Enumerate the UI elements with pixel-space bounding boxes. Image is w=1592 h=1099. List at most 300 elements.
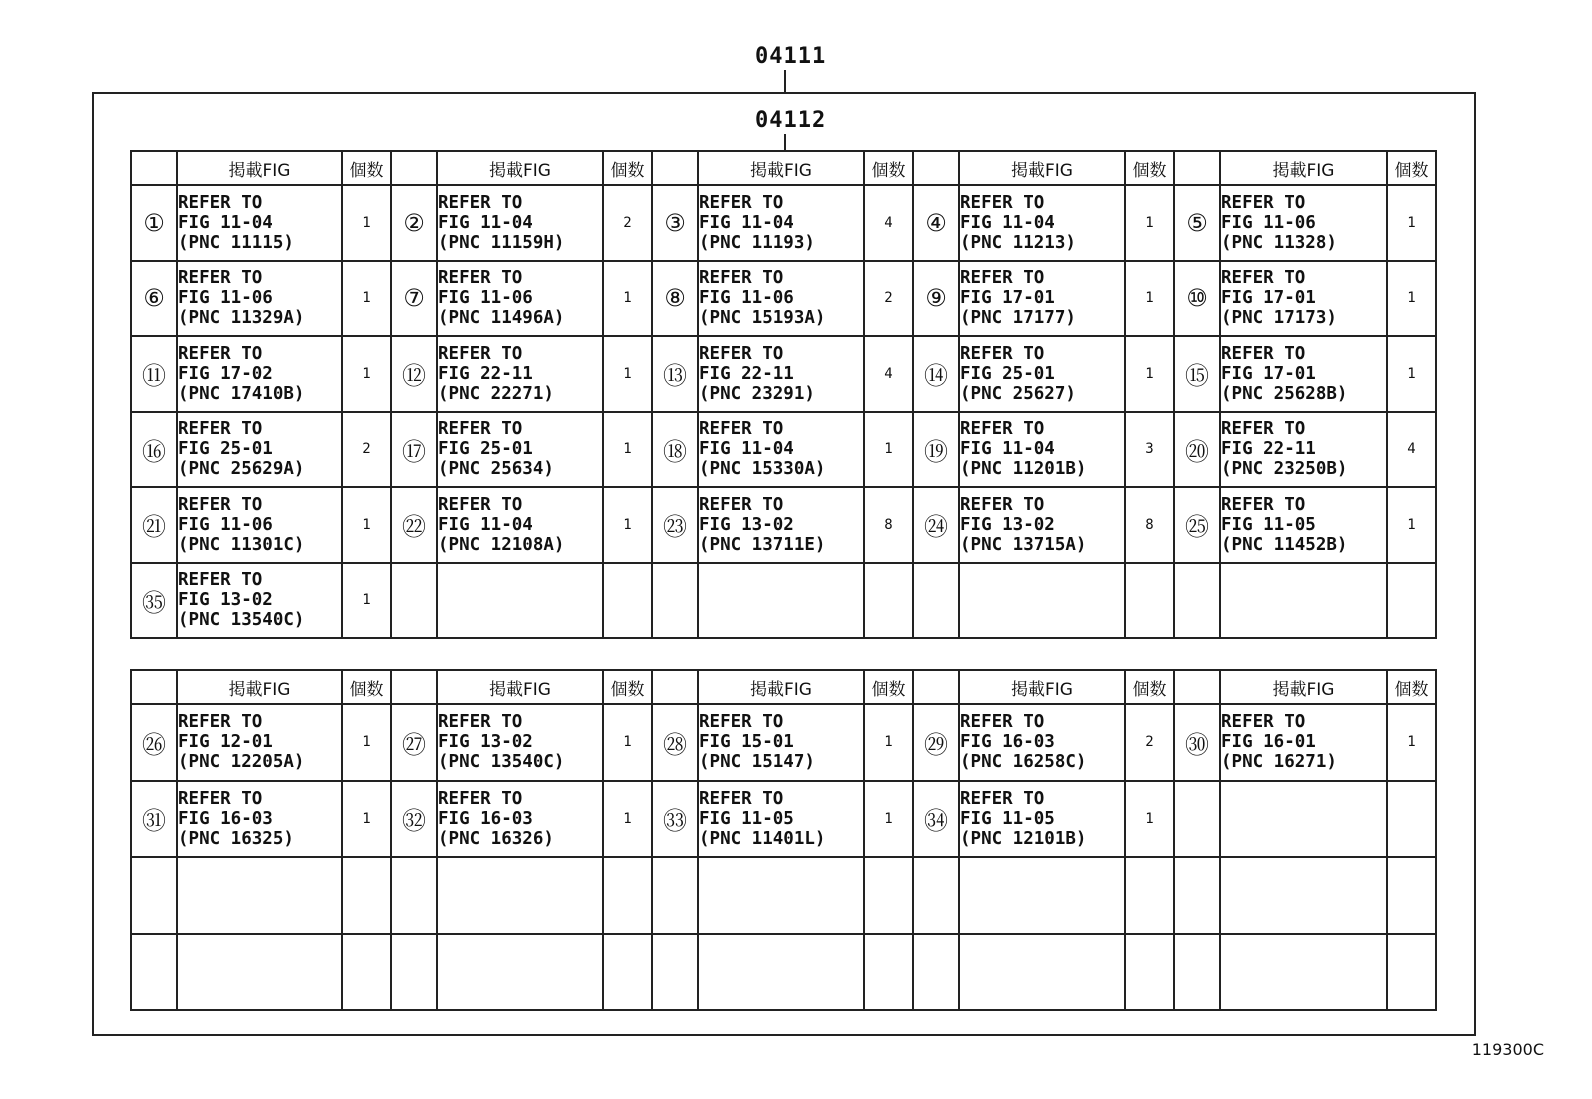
reference-line: FIG 11-04 (699, 439, 794, 460)
quantity: 4 (1387, 412, 1436, 488)
callout-number: ⑬ (652, 336, 698, 412)
quantity: 1 (1387, 336, 1436, 412)
header-fig: 掲載FIG (177, 670, 342, 704)
reference-line (1221, 829, 1386, 849)
header-blank (131, 670, 177, 704)
reference-line (438, 865, 602, 885)
figure-reference (698, 412, 864, 488)
header-blank (652, 670, 698, 704)
callout-number (131, 934, 177, 1011)
reference-line (438, 942, 602, 962)
callout-number: ⑳ (1174, 412, 1220, 488)
figure-reference (1220, 704, 1387, 781)
header-qty: 個数 (1125, 151, 1174, 185)
figure-reference (437, 857, 603, 934)
reference-line: FIG 11-06 (438, 288, 533, 309)
callout-number: ③ (652, 185, 698, 261)
reference-line: REFER TO (178, 192, 263, 213)
figure-reference (437, 781, 603, 858)
reference-line: REFER TO (699, 343, 784, 364)
header-qty: 個数 (864, 670, 913, 704)
table-row (131, 336, 1436, 412)
callout-number: ㉒ (391, 487, 437, 563)
reference-line: (PNC 11201B) (960, 459, 1087, 480)
quantity: 1 (603, 336, 652, 412)
callout-number: ④ (913, 185, 959, 261)
reference-line: (PNC 13711E) (699, 534, 826, 555)
header-blank (1174, 151, 1220, 185)
figure-reference (1220, 563, 1387, 639)
reference-line: REFER TO (1221, 192, 1306, 213)
header-qty: 個数 (603, 670, 652, 704)
callout-number: ⑥ (131, 261, 177, 337)
leader-line-04112 (784, 134, 786, 150)
quantity: 1 (864, 412, 913, 488)
callout-number (652, 857, 698, 934)
reference-line: (PNC 13715A) (960, 534, 1087, 555)
reference-line: REFER TO (1221, 419, 1306, 440)
quantity: 1 (1125, 336, 1174, 412)
quantity: 2 (864, 261, 913, 337)
reference-line (699, 982, 863, 1002)
reference-line (438, 590, 602, 610)
callout-number: ⑦ (391, 261, 437, 337)
reference-line: FIG 12-01 (178, 732, 273, 753)
reference-line: FIG 22-11 (699, 363, 794, 384)
quantity (1125, 934, 1174, 1011)
header-fig: 掲載FIG (437, 670, 603, 704)
figure-reference (437, 412, 603, 488)
reference-line: FIG 17-02 (178, 363, 273, 384)
callout-number: ㉟ (131, 563, 177, 639)
figure-reference (177, 857, 342, 934)
callout-number (391, 563, 437, 639)
callout-number: ⑱ (652, 412, 698, 488)
reference-line (1221, 885, 1386, 905)
reference-line: FIG 17-01 (1221, 363, 1316, 384)
figure-reference (698, 185, 864, 261)
reference-line: (PNC 22271) (438, 383, 554, 404)
figure-reference (1220, 934, 1387, 1011)
reference-line: FIG 13-02 (960, 514, 1055, 535)
reference-line: (PNC 25627) (960, 383, 1076, 404)
figure-reference (1220, 857, 1387, 934)
callout-number: ㉚ (1174, 704, 1220, 781)
reference-line: FIG 11-06 (178, 288, 273, 309)
table-row (131, 185, 1436, 261)
callout-number: ⑨ (913, 261, 959, 337)
callout-number (1174, 857, 1220, 934)
quantity: 1 (1387, 185, 1436, 261)
reference-line: FIG 22-11 (1221, 439, 1316, 460)
reference-line (438, 610, 602, 630)
figure-reference (959, 563, 1125, 639)
quantity: 2 (342, 412, 391, 488)
quantity: 4 (864, 185, 913, 261)
callout-number: ㉞ (913, 781, 959, 858)
reference-line: REFER TO (699, 712, 784, 733)
figure-reference (698, 336, 864, 412)
reference-line (1221, 905, 1386, 925)
reference-line: (PNC 25634) (438, 459, 554, 480)
reference-line: (PNC 17173) (1221, 308, 1337, 329)
figure-reference (698, 934, 864, 1011)
reference-line (960, 962, 1124, 982)
reference-line: (PNC 11401L) (699, 828, 826, 849)
reference-line: (PNC 13540C) (438, 752, 565, 773)
reference-line: FIG 22-11 (438, 363, 533, 384)
quantity (1387, 934, 1436, 1011)
figure-reference (177, 781, 342, 858)
reference-line: REFER TO (699, 268, 784, 289)
reference-line: REFER TO (178, 419, 263, 440)
reference-line: REFER TO (1221, 712, 1306, 733)
reference-line (699, 610, 863, 630)
reference-line (960, 905, 1124, 925)
reference-line: (PNC 15147) (699, 752, 815, 773)
quantity (1125, 563, 1174, 639)
leader-line-04111 (784, 70, 786, 92)
reference-line: FIG 11-04 (438, 514, 533, 535)
callout-number (1174, 934, 1220, 1011)
callout-number (913, 857, 959, 934)
reference-line: REFER TO (438, 494, 523, 515)
callout-number: ㉛ (131, 781, 177, 858)
reference-line: (PNC 13540C) (178, 610, 305, 631)
reference-line (960, 570, 1124, 590)
reference-line: (PNC 16325) (178, 828, 294, 849)
reference-line: FIG 17-01 (1221, 288, 1316, 309)
figure-reference (177, 412, 342, 488)
quantity (603, 857, 652, 934)
reference-line: REFER TO (1221, 343, 1306, 364)
reference-line: FIG 17-01 (960, 288, 1055, 309)
reference-line: (PNC 12108A) (438, 534, 565, 555)
figure-reference (177, 487, 342, 563)
reference-line (960, 942, 1124, 962)
quantity (864, 934, 913, 1011)
reference-line (699, 885, 863, 905)
callout-number: ② (391, 185, 437, 261)
drawing-code: 119300C (1471, 1040, 1544, 1059)
callout-number: ㉘ (652, 704, 698, 781)
table-row (131, 857, 1436, 934)
callout-number: ㉖ (131, 704, 177, 781)
reference-line (178, 885, 341, 905)
header-row (131, 670, 1436, 704)
quantity: 2 (603, 185, 652, 261)
header-blank (1174, 670, 1220, 704)
reference-line: REFER TO (438, 192, 523, 213)
reference-line: REFER TO (178, 343, 263, 364)
quantity (342, 934, 391, 1011)
reference-line: REFER TO (438, 268, 523, 289)
assembly-label-04112: 04112 (755, 108, 827, 133)
reference-line: (PNC 11496A) (438, 308, 565, 329)
figure-reference (437, 704, 603, 781)
reference-line (1221, 809, 1386, 829)
reference-line (699, 905, 863, 925)
figure-reference (437, 934, 603, 1011)
quantity (864, 857, 913, 934)
quantity: 4 (864, 336, 913, 412)
reference-line: (PNC 15193A) (699, 308, 826, 329)
reference-line (699, 962, 863, 982)
quantity: 1 (1125, 781, 1174, 858)
figure-reference (1220, 781, 1387, 858)
reference-line (438, 962, 602, 982)
callout-number: ㉓ (652, 487, 698, 563)
reference-line: REFER TO (1221, 268, 1306, 289)
quantity (1387, 857, 1436, 934)
reference-line: FIG 11-05 (960, 808, 1055, 829)
reference-line: FIG 16-01 (1221, 732, 1316, 753)
reference-line: FIG 13-02 (699, 514, 794, 535)
reference-line: FIG 11-05 (1221, 514, 1316, 535)
figure-reference (177, 704, 342, 781)
header-qty: 個数 (1387, 670, 1436, 704)
callout-number: ⑫ (391, 336, 437, 412)
reference-line: (PNC 25629A) (178, 459, 305, 480)
callout-number: ㉑ (131, 487, 177, 563)
reference-line (438, 570, 602, 590)
callout-number: ㉜ (391, 781, 437, 858)
header-qty: 個数 (342, 670, 391, 704)
figure-reference (698, 781, 864, 858)
reference-line: (PNC 17410B) (178, 383, 305, 404)
callout-number: ⑤ (1174, 185, 1220, 261)
reference-line: REFER TO (438, 419, 523, 440)
figure-reference (959, 781, 1125, 858)
reference-line: (PNC 12205A) (178, 752, 305, 773)
reference-line: FIG 11-04 (960, 439, 1055, 460)
header-blank (391, 670, 437, 704)
reference-line: FIG 25-01 (178, 439, 273, 460)
header-blank (391, 151, 437, 185)
quantity: 1 (1387, 261, 1436, 337)
reference-line (1221, 865, 1386, 885)
quantity: 1 (342, 261, 391, 337)
reference-line: REFER TO (438, 343, 523, 364)
reference-line: (PNC 16326) (438, 828, 554, 849)
reference-line: (PNC 16258C) (960, 752, 1087, 773)
quantity: 1 (1125, 261, 1174, 337)
figure-reference (1220, 412, 1387, 488)
reference-line: REFER TO (178, 712, 263, 733)
callout-number: ① (131, 185, 177, 261)
quantity: 1 (603, 412, 652, 488)
reference-line: (PNC 11159H) (438, 232, 565, 253)
reference-line (960, 610, 1124, 630)
reference-line: (PNC 11193) (699, 232, 815, 253)
header-blank (913, 151, 959, 185)
callout-number: ⑧ (652, 261, 698, 337)
reference-line: FIG 15-01 (699, 732, 794, 753)
reference-line (960, 865, 1124, 885)
table-row (131, 934, 1436, 1011)
reference-line (960, 982, 1124, 1002)
parts-reference-table-lower (130, 669, 1437, 1011)
header-fig: 掲載FIG (959, 670, 1125, 704)
callout-number (1174, 563, 1220, 639)
figure-reference (437, 487, 603, 563)
figure-reference (959, 934, 1125, 1011)
callout-number (391, 857, 437, 934)
figure-reference (177, 336, 342, 412)
quantity: 2 (1125, 704, 1174, 781)
callout-number: ⑯ (131, 412, 177, 488)
callout-number: ⑭ (913, 336, 959, 412)
quantity: 1 (342, 487, 391, 563)
reference-line: (PNC 11329A) (178, 308, 305, 329)
header-fig: 掲載FIG (698, 670, 864, 704)
figure-reference (1220, 336, 1387, 412)
quantity: 1 (864, 704, 913, 781)
quantity: 1 (1387, 704, 1436, 781)
reference-line: REFER TO (178, 268, 263, 289)
reference-line: REFER TO (699, 419, 784, 440)
reference-line (960, 885, 1124, 905)
figure-reference (698, 857, 864, 934)
table-row (131, 563, 1436, 639)
quantity: 1 (342, 563, 391, 639)
quantity: 1 (864, 781, 913, 858)
reference-line (960, 590, 1124, 610)
figure-reference (959, 261, 1125, 337)
table-row (131, 412, 1436, 488)
quantity: 1 (342, 185, 391, 261)
figure-reference (437, 261, 603, 337)
reference-line: FIG 11-06 (1221, 212, 1316, 233)
header-qty: 個数 (1125, 670, 1174, 704)
reference-line: (PNC 11115) (178, 232, 294, 253)
quantity: 1 (1125, 185, 1174, 261)
figure-reference (959, 336, 1125, 412)
reference-line: (PNC 11452B) (1221, 534, 1348, 555)
table-row (131, 704, 1436, 781)
figure-reference (959, 857, 1125, 934)
reference-line: REFER TO (178, 788, 263, 809)
figure-reference (177, 563, 342, 639)
callout-number (1174, 781, 1220, 858)
reference-line: FIG 16-03 (438, 808, 533, 829)
quantity: 3 (1125, 412, 1174, 488)
reference-line (1221, 982, 1386, 1002)
reference-line: REFER TO (699, 494, 784, 515)
reference-line: (PNC 12101B) (960, 828, 1087, 849)
reference-line: FIG 11-04 (438, 212, 533, 233)
reference-line (178, 905, 341, 925)
quantity: 1 (603, 261, 652, 337)
reference-line: REFER TO (960, 712, 1045, 733)
reference-line (438, 905, 602, 925)
header-qty: 個数 (342, 151, 391, 185)
reference-line: FIG 13-02 (178, 590, 273, 611)
reference-line (438, 982, 602, 1002)
reference-line (699, 942, 863, 962)
reference-line: (PNC 11328) (1221, 232, 1337, 253)
callout-number: ⑰ (391, 412, 437, 488)
reference-line: FIG 11-06 (178, 514, 273, 535)
figure-reference (698, 704, 864, 781)
reference-line: FIG 25-01 (960, 363, 1055, 384)
reference-line: FIG 11-04 (699, 212, 794, 233)
figure-reference (177, 261, 342, 337)
callout-number: ㉝ (652, 781, 698, 858)
reference-line: (PNC 15330A) (699, 459, 826, 480)
quantity (1387, 781, 1436, 858)
figure-reference (1220, 261, 1387, 337)
callout-number: ㉕ (1174, 487, 1220, 563)
reference-line: (PNC 11301C) (178, 534, 305, 555)
header-qty: 個数 (864, 151, 913, 185)
reference-line: REFER TO (960, 192, 1045, 213)
figure-reference (1220, 185, 1387, 261)
callout-number (913, 563, 959, 639)
reference-line: REFER TO (960, 788, 1045, 809)
table-row (131, 781, 1436, 858)
callout-number: ⑮ (1174, 336, 1220, 412)
reference-line (1221, 590, 1386, 610)
reference-line: FIG 13-02 (438, 732, 533, 753)
quantity: 1 (342, 336, 391, 412)
reference-line: FIG 11-04 (960, 212, 1055, 233)
quantity: 8 (864, 487, 913, 563)
reference-line: FIG 16-03 (178, 808, 273, 829)
quantity (603, 563, 652, 639)
figure-reference (698, 487, 864, 563)
quantity: 8 (1125, 487, 1174, 563)
figure-reference (959, 412, 1125, 488)
header-fig: 掲載FIG (177, 151, 342, 185)
reference-line (178, 982, 341, 1002)
callout-number: ㉗ (391, 704, 437, 781)
header-fig: 掲載FIG (1220, 151, 1387, 185)
header-row (131, 151, 1436, 185)
reference-line (1221, 942, 1386, 962)
quantity (1387, 563, 1436, 639)
callout-number: ⑩ (1174, 261, 1220, 337)
callout-number (913, 934, 959, 1011)
reference-line (1221, 962, 1386, 982)
callout-number: ⑪ (131, 336, 177, 412)
callout-number: ㉔ (913, 487, 959, 563)
assembly-label-04111: 04111 (755, 44, 827, 69)
quantity: 1 (1387, 487, 1436, 563)
figure-reference (959, 185, 1125, 261)
reference-line (1221, 789, 1386, 809)
figure-reference (177, 185, 342, 261)
figure-reference (698, 563, 864, 639)
figure-reference (1220, 487, 1387, 563)
header-fig: 掲載FIG (437, 151, 603, 185)
reference-line (1221, 570, 1386, 590)
reference-line: REFER TO (960, 343, 1045, 364)
header-qty: 個数 (1387, 151, 1436, 185)
reference-line: (PNC 23291) (699, 383, 815, 404)
reference-line (1221, 610, 1386, 630)
reference-line: REFER TO (699, 192, 784, 213)
reference-line (699, 865, 863, 885)
header-qty: 個数 (603, 151, 652, 185)
reference-line (438, 885, 602, 905)
callout-number (131, 857, 177, 934)
reference-line (699, 590, 863, 610)
reference-line (178, 962, 341, 982)
quantity (342, 857, 391, 934)
callout-number (652, 563, 698, 639)
quantity (864, 563, 913, 639)
